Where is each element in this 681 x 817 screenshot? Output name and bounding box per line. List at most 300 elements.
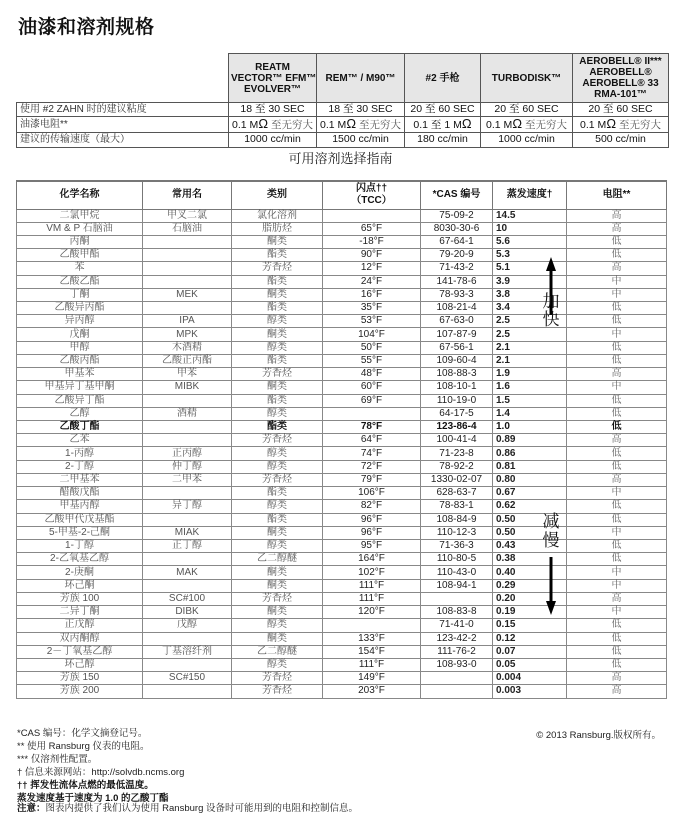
evap-rate-cell: 0.07 <box>493 645 547 658</box>
faster-label-1: 加 <box>542 292 560 311</box>
chemical-name-cell: 甲基异丁基甲酮 <box>17 381 143 394</box>
arrow-down-icon <box>546 557 556 615</box>
chemical-name-cell: 乙酸异丙酯 <box>17 302 143 315</box>
resistance-cell: 低 <box>567 619 667 632</box>
spec-header-line: AEROBELL® II*** <box>579 56 662 67</box>
category-cell: 酮类 <box>232 632 323 645</box>
ohm-symbol: Ω <box>258 116 269 132</box>
common-name-cell <box>143 235 232 248</box>
arrow-column-cell <box>547 447 567 460</box>
common-name-cell <box>143 394 232 407</box>
chemical-name-cell: 甲基苯 <box>17 368 143 381</box>
resistance-cell: 高 <box>567 368 667 381</box>
cas-cell: 67-64-1 <box>421 235 493 248</box>
flash-point-cell: 24°F <box>323 275 421 288</box>
spec-header-line: EVOLVER™ <box>243 83 302 95</box>
chemical-name-cell: 环己酮 <box>17 579 143 592</box>
arrow-column-cell <box>547 619 567 632</box>
resistance-cell: 低 <box>567 407 667 420</box>
header-common-name: 常用名 <box>143 181 232 209</box>
resistance-cell: 中 <box>567 606 667 619</box>
spec-header-col <box>229 54 317 103</box>
resistance-cell: 低 <box>567 354 667 367</box>
cas-cell: 75-09-2 <box>421 209 493 222</box>
category-cell: 醇类 <box>232 447 323 460</box>
category-cell: 芳香烃 <box>232 473 323 486</box>
category-cell: 醇类 <box>232 460 323 473</box>
value-text: 0.1 至 1 M <box>413 119 462 132</box>
flash-point-cell: 74°F <box>323 447 421 460</box>
spec-cell: 18 至 30 SEC <box>229 103 317 117</box>
cas-cell: 110-80-5 <box>421 553 493 566</box>
spec-row-label: 使用 #2 ZAHN 时的建议粘度 <box>17 103 229 117</box>
footnote-evap-basis: 蒸发速度基于速度为 1.0 的乙酸丁酯 <box>17 793 169 804</box>
flash-point-cell: 78°F <box>323 421 421 434</box>
arrow-column-cell <box>547 328 567 341</box>
cas-cell: 123-86-4 <box>421 421 493 434</box>
cas-cell: 108-94-1 <box>421 579 493 592</box>
category-cell: 芳香烃 <box>232 672 323 685</box>
cas-cell: 71-23-8 <box>421 447 493 460</box>
flash-point-cell: 96°F <box>323 513 421 526</box>
evap-rate-cell: 0.15 <box>493 619 547 632</box>
common-name-cell: 异丁醇 <box>143 500 232 513</box>
category-cell: 酮类 <box>232 328 323 341</box>
chemical-name-cell: VM & P 石脑油 <box>17 222 143 235</box>
table-row <box>17 275 667 288</box>
resistance-cell: 高 <box>567 262 667 275</box>
category-cell: 醇类 <box>232 500 323 513</box>
common-name-cell: 木酒精 <box>143 341 232 354</box>
resistance-cell: 低 <box>567 302 667 315</box>
cas-cell: 628-63-7 <box>421 487 493 500</box>
cas-cell <box>421 685 493 698</box>
header-evap-rate: 蒸发速度† <box>493 181 567 209</box>
chemical-name-cell: 乙苯 <box>17 434 143 447</box>
resistance-cell: 高 <box>567 672 667 685</box>
to-infinity-text: 至无穷大 <box>358 119 401 132</box>
category-cell: 酮类 <box>232 288 323 301</box>
flash-point-cell: 69°F <box>323 394 421 407</box>
chemical-name-cell: 戊酮 <box>17 328 143 341</box>
resistance-cell: 中 <box>567 288 667 301</box>
common-name-cell <box>143 249 232 262</box>
cas-cell: 71-43-2 <box>421 262 493 275</box>
arrow-column-cell <box>547 381 567 394</box>
cas-cell: 108-84-9 <box>421 513 493 526</box>
spec-header-line: VECTOR™ EFM™ <box>231 72 317 84</box>
common-name-cell <box>143 553 232 566</box>
resistance-cell: 高 <box>567 592 667 605</box>
chemical-name-cell: 乙酸丁酯 <box>17 421 143 434</box>
footnote-cas: *CAS 编号：化学文摘登记号。 <box>17 728 148 739</box>
value-text: 0.1 M <box>486 119 513 132</box>
resistance-cell: 低 <box>567 235 667 248</box>
solvent-table <box>16 180 667 699</box>
evap-rate-cell: 0.43 <box>493 539 547 552</box>
evap-rate-cell: 0.19 <box>493 606 547 619</box>
chemical-name-cell: 乙醇 <box>17 407 143 420</box>
spec-cell <box>229 117 317 133</box>
common-name-cell: SC#150 <box>143 672 232 685</box>
resistance-cell: 低 <box>567 447 667 460</box>
footnote-solvent-only: *** 仅溶剂性配置。 <box>17 754 98 765</box>
common-name-cell: 丁基溶纤剂 <box>143 645 232 658</box>
chemical-name-cell: 甲基丙醇 <box>17 500 143 513</box>
flash-point-cell: 60°F <box>323 381 421 394</box>
footnote-source: † 信息来源网站：http://solvdb.ncms.org <box>17 767 185 778</box>
category-cell: 酯类 <box>232 302 323 315</box>
spec-cell: 500 cc/min <box>573 133 669 147</box>
flash-point-cell: 79°F <box>323 473 421 486</box>
table-row <box>17 473 667 486</box>
chemical-name-cell: 乙酸丙酯 <box>17 354 143 367</box>
common-name-cell: 正丁醇 <box>143 539 232 552</box>
category-cell: 脂肪烃 <box>232 222 323 235</box>
table-row <box>17 368 667 381</box>
spec-header-col <box>405 54 481 103</box>
common-name-cell <box>143 487 232 500</box>
flash-point-cell: 164°F <box>323 553 421 566</box>
spec-header-line: REM™ / M90™ <box>325 72 396 84</box>
common-name-cell: MEK <box>143 288 232 301</box>
spec-row-label: 建议的传输速度（最大） <box>17 133 229 147</box>
evap-rate-cell: 0.50 <box>493 513 547 526</box>
category-cell: 芳香烃 <box>232 592 323 605</box>
arrow-column-cell <box>547 407 567 420</box>
evap-rate-cell: 2.1 <box>493 341 547 354</box>
table-row <box>17 315 667 328</box>
flash-point-cell: 16°F <box>323 288 421 301</box>
chemical-name-cell: 2－丁氧基乙醇 <box>17 645 143 658</box>
spec-header-line: RMA-101™ <box>594 89 647 100</box>
flash-point-cell: 72°F <box>323 460 421 473</box>
spec-cell <box>317 117 405 133</box>
table-row <box>17 354 667 367</box>
evap-rate-cell: 5.1 <box>493 262 547 275</box>
flash-point-cell <box>323 407 421 420</box>
evap-rate-cell: 10 <box>493 222 547 235</box>
category-cell: 酮类 <box>232 566 323 579</box>
ohm-symbol: Ω <box>512 116 523 132</box>
common-name-cell: MIAK <box>143 526 232 539</box>
cas-cell: 110-43-0 <box>421 566 493 579</box>
spec-cell: 1500 cc/min <box>317 133 405 147</box>
cas-cell: 71-41-0 <box>421 619 493 632</box>
table-row <box>17 566 667 579</box>
flash-point-cell: 111°F <box>323 658 421 671</box>
spec-table <box>16 53 669 148</box>
common-name-cell <box>143 579 232 592</box>
table-row <box>17 394 667 407</box>
chemical-name-cell: 2-乙氧基乙醇 <box>17 553 143 566</box>
common-name-cell: 石脑油 <box>143 222 232 235</box>
category-cell: 酮类 <box>232 235 323 248</box>
cas-cell: 108-83-8 <box>421 606 493 619</box>
table-row <box>17 447 667 460</box>
table-row <box>17 632 667 645</box>
arrow-column-cell <box>547 421 567 434</box>
table-row <box>17 592 667 605</box>
spec-row <box>17 133 669 147</box>
common-name-cell: MPK <box>143 328 232 341</box>
category-cell: 酮类 <box>232 606 323 619</box>
chemical-name-cell: 醋酸戊酯 <box>17 487 143 500</box>
chemical-name-cell: 环己醇 <box>17 658 143 671</box>
cas-cell: 111-76-2 <box>421 645 493 658</box>
table-row <box>17 579 667 592</box>
spec-header-line: AEROBELL® <box>589 67 652 78</box>
evap-rate-cell: 0.12 <box>493 632 547 645</box>
evap-rate-cell: 0.38 <box>493 553 547 566</box>
resistance-cell: 低 <box>567 553 667 566</box>
table-row <box>17 235 667 248</box>
category-cell: 芳香烃 <box>232 434 323 447</box>
evap-rate-cell: 1.0 <box>493 421 547 434</box>
table-row <box>17 288 667 301</box>
header-flash-point-sub: （TCC） <box>351 195 392 207</box>
common-name-cell <box>143 685 232 698</box>
chemical-name-cell: 乙酸甲酯 <box>17 249 143 262</box>
evap-rate-cell: 0.67 <box>493 487 547 500</box>
category-cell: 酯类 <box>232 487 323 500</box>
table-row <box>17 645 667 658</box>
flash-point-cell: 104°F <box>323 328 421 341</box>
chemical-name-cell: 乙酸甲代戊基酯 <box>17 513 143 526</box>
cas-cell: 79-20-9 <box>421 249 493 262</box>
table-row <box>17 539 667 552</box>
evap-rate-cell: 0.40 <box>493 566 547 579</box>
to-infinity-text: 至无穷大 <box>618 119 661 132</box>
spec-row <box>17 117 669 133</box>
table-row <box>17 341 667 354</box>
arrow-column-cell <box>547 368 567 381</box>
cas-cell <box>421 672 493 685</box>
flash-point-cell: 203°F <box>323 685 421 698</box>
flash-point-cell: 53°F <box>323 315 421 328</box>
flash-point-cell: 35°F <box>323 302 421 315</box>
chemical-name-cell: 2-丁醇 <box>17 460 143 473</box>
common-name-cell <box>143 275 232 288</box>
header-resistance: 电阻** <box>567 181 667 209</box>
flash-point-cell: 154°F <box>323 645 421 658</box>
common-name-cell: 二甲苯 <box>143 473 232 486</box>
spec-cell <box>481 117 573 133</box>
flash-point-cell: 111°F <box>323 592 421 605</box>
category-cell: 芳香烃 <box>232 685 323 698</box>
flash-point-cell: 102°F <box>323 566 421 579</box>
table-row <box>17 685 667 698</box>
flash-point-cell: 96°F <box>323 526 421 539</box>
spec-cell: 20 至 60 SEC <box>573 103 669 117</box>
evap-rate-cell: 0.62 <box>493 500 547 513</box>
solvent-header-row <box>17 181 667 209</box>
common-name-cell: SC#100 <box>143 592 232 605</box>
category-cell: 芳香烃 <box>232 262 323 275</box>
chemical-name-cell: 二异丁酮 <box>17 606 143 619</box>
flash-point-cell: 48°F <box>323 368 421 381</box>
common-name-cell: 酒精 <box>143 407 232 420</box>
common-name-cell: MAK <box>143 566 232 579</box>
flash-point-cell: 149°F <box>323 672 421 685</box>
evap-rate-cell: 1.6 <box>493 381 547 394</box>
category-cell: 酮类 <box>232 526 323 539</box>
spec-header-line: TURBODISK™ <box>491 72 562 84</box>
cas-cell: 71-36-3 <box>421 539 493 552</box>
spec-cell: 20 至 60 SEC <box>481 103 573 117</box>
category-cell: 酯类 <box>232 394 323 407</box>
header-chemical-name: 化学名称 <box>17 181 143 209</box>
spec-cell: 1000 cc/min <box>481 133 573 147</box>
evap-rate-cell: 3.4 <box>493 302 547 315</box>
spec-header-line: AEROBELL® 33 <box>582 78 659 89</box>
note-text: 图表内提供了我们认为使用 Ransburg 设备时可能用到的电阻和控制信息。 <box>45 803 358 814</box>
evap-rate-cell: 1.9 <box>493 368 547 381</box>
evap-rate-cell: 0.86 <box>493 447 547 460</box>
chemical-name-cell: 1-丁醇 <box>17 539 143 552</box>
spec-row-label: 油漆电阻** <box>17 117 229 133</box>
table-row <box>17 460 667 473</box>
resistance-cell: 高 <box>567 222 667 235</box>
common-name-cell: MIBK <box>143 381 232 394</box>
value-text: 0.1 M <box>580 119 607 132</box>
to-infinity-text: 至无穷大 <box>270 119 313 132</box>
resistance-cell: 低 <box>567 421 667 434</box>
flash-point-cell: 90°F <box>323 249 421 262</box>
cas-cell: 67-63-0 <box>421 315 493 328</box>
table-row <box>17 249 667 262</box>
arrow-column-cell <box>547 235 567 248</box>
arrow-column-cell <box>547 354 567 367</box>
arrow-column-cell <box>547 341 567 354</box>
arrow-column-cell <box>547 434 567 447</box>
resistance-cell: 低 <box>567 315 667 328</box>
resistance-cell: 中 <box>567 487 667 500</box>
resistance-cell: 低 <box>567 249 667 262</box>
table-row <box>17 262 667 275</box>
flash-point-cell: 82°F <box>323 500 421 513</box>
common-name-cell: 甲叉二氯 <box>143 209 232 222</box>
evap-rate-cell: 0.80 <box>493 473 547 486</box>
table-row <box>17 381 667 394</box>
flash-point-cell: 133°F <box>323 632 421 645</box>
cas-cell <box>421 592 493 605</box>
spec-header-col <box>481 54 573 103</box>
cas-cell: 108-88-3 <box>421 368 493 381</box>
resistance-cell: 中 <box>567 381 667 394</box>
evap-rate-cell: 0.003 <box>493 685 547 698</box>
evap-rate-cell: 5.3 <box>493 249 547 262</box>
resistance-cell: 中 <box>567 328 667 341</box>
resistance-cell: 低 <box>567 394 667 407</box>
spec-header-row <box>17 54 669 103</box>
resistance-cell: 中 <box>567 526 667 539</box>
common-name-cell <box>143 658 232 671</box>
header-flash-point-label: 闪点†† <box>355 183 388 195</box>
arrow-column-cell <box>547 394 567 407</box>
table-row <box>17 500 667 513</box>
category-cell: 醇类 <box>232 407 323 420</box>
arrow-column-cell <box>547 222 567 235</box>
common-name-cell <box>143 302 232 315</box>
table-row <box>17 407 667 420</box>
arrow-column-cell <box>547 685 567 698</box>
spec-row <box>17 103 669 117</box>
common-name-cell: 仲丁醇 <box>143 460 232 473</box>
resistance-cell: 低 <box>567 341 667 354</box>
chemical-name-cell: 二氯甲烷 <box>17 209 143 222</box>
resistance-cell: 中 <box>567 579 667 592</box>
category-cell: 酯类 <box>232 249 323 262</box>
evap-rate-cell: 2.1 <box>493 354 547 367</box>
cas-cell: 1330-02-07 <box>421 473 493 486</box>
category-cell: 酯类 <box>232 421 323 434</box>
category-cell: 醇类 <box>232 341 323 354</box>
resistance-cell: 低 <box>567 658 667 671</box>
flash-point-cell: 95°F <box>323 539 421 552</box>
arrow-column-cell <box>547 209 567 222</box>
evap-rate-cell: 14.5 <box>493 209 547 222</box>
arrow-column-cell <box>547 487 567 500</box>
common-name-cell: 甲苯 <box>143 368 232 381</box>
category-cell: 醇类 <box>232 315 323 328</box>
evap-rate-cell: 5.6 <box>493 235 547 248</box>
flash-point-cell: 50°F <box>323 341 421 354</box>
evap-rate-cell: 2.5 <box>493 315 547 328</box>
chemical-name-cell: 芳族 150 <box>17 672 143 685</box>
category-cell: 酯类 <box>232 275 323 288</box>
common-name-cell <box>143 513 232 526</box>
arrow-column-cell <box>547 658 567 671</box>
cas-cell: 67-56-1 <box>421 341 493 354</box>
chemical-name-cell: 苯 <box>17 262 143 275</box>
note <box>17 800 358 814</box>
flash-point-cell <box>323 619 421 632</box>
category-cell: 酮类 <box>232 381 323 394</box>
cas-cell: 108-10-1 <box>421 381 493 394</box>
evap-rate-cell: 0.50 <box>493 526 547 539</box>
flash-point-cell: 65°F <box>323 222 421 235</box>
table-row <box>17 513 667 526</box>
evap-rate-cell: 0.20 <box>493 592 547 605</box>
resistance-cell: 低 <box>567 460 667 473</box>
cas-cell: 108-93-0 <box>421 658 493 671</box>
chemical-name-cell: 乙酸异丁酯 <box>17 394 143 407</box>
flash-point-cell: -18°F <box>323 235 421 248</box>
chemical-name-cell: 异丙醇 <box>17 315 143 328</box>
common-name-cell: IPA <box>143 315 232 328</box>
spec-header-col <box>317 54 405 103</box>
category-cell: 醇类 <box>232 539 323 552</box>
footnote-resistance: ** 使用 Ransburg 仪表的电阻。 <box>17 741 150 752</box>
header-flash-point <box>323 181 421 209</box>
common-name-cell <box>143 632 232 645</box>
flash-point-cell: 12°F <box>323 262 421 275</box>
solvent-guide-title: 可用溶剂选择指南 <box>288 151 393 166</box>
header-cas: *CAS 编号 <box>421 181 493 209</box>
resistance-cell: 中 <box>567 566 667 579</box>
cas-cell: 123-42-2 <box>421 632 493 645</box>
evap-rate-cell: 0.81 <box>493 460 547 473</box>
flash-point-cell: 111°F <box>323 579 421 592</box>
table-row <box>17 421 667 434</box>
table-row <box>17 222 667 235</box>
copyright: © 2013 Ransburg.版权所有。 <box>536 730 661 741</box>
table-row <box>17 658 667 671</box>
category-cell: 酮类 <box>232 579 323 592</box>
flash-point-cell: 55°F <box>323 354 421 367</box>
chemical-name-cell: 甲醇 <box>17 341 143 354</box>
